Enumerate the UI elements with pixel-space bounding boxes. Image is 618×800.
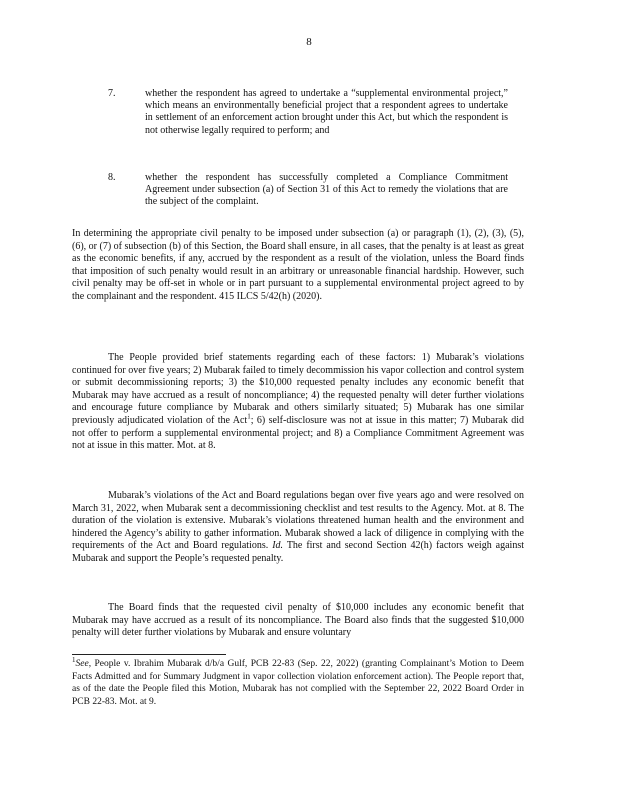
footnote-reference[interactable]: 1 [247,412,251,421]
list-item-text: whether the respondent has successfully completed a Compliance Commitment Agreement under subsection (a) of Section 31 of this Act to remedy the violations that are the subject of the complaint. [145,172,508,208]
id-citation: Id. [272,540,284,552]
list-item-number: 8. [108,172,116,183]
factors-paragraph [72,352,524,453]
list-item-8 [108,172,508,209]
list-item-text: whether the respondent has agreed to undertake a “supplemental environmental project,” which means an environmentally beneficial project that a respondent agrees to undertake in settlement of an enforcement action brought under this Act, but which the respondent is not otherwise legally required to perform; and [145,88,508,136]
footnote-divider [72,654,226,655]
list-item-7 [108,88,508,137]
list-item-number: 7. [108,88,116,99]
statute-paragraph: In determining the appropriate civil penalty to be imposed under subsection (a) or paragraph (1), (2), (3), (5), (6), or (7) of subsection (b) of this Section, the Board shall ensure, in all cases, that the penalty is at least as great as the economic benefits, if any, accrued by the respondent as a result of the violation, unless the Board finds that imposition of such penalty would result in an arbitrary or unreasonable financial hardship. However, such civil penalty may be off-set in whole or in part pursuant to a supplemental environmental project agreed to by the complainant and the respondent. 415 ILCS 5/42(h) (2020). [72,228,524,302]
factors-text-continued: ; 6) self-disclosure was not at issue in this matter; 7) Mubarak did not offer to perform a supplemental environmental project; and 8) a Compliance Commitment Agreement was not at issue in this matter. Mot. at 8. [72,414,524,452]
violations-text-continued: The first and second Section 42(h) factors weigh against Mubarak and support the People’s requested penalty. [72,540,524,564]
footnote-see-signal: See [75,659,89,669]
violations-paragraph [72,490,524,566]
footnote [72,655,524,708]
page-number: 8 [306,36,312,48]
factors-text: The People provided brief statements regarding each of these factors: 1) Mubarak’s violations continued for over five years; 2) Mubarak failed to timely decommission his vapor collection and control system or submit decommissioning reports; 3) the $10,000 requested penalty includes any economic benefit that Mubarak may have accrued as a result of noncompliance; 4) the requested penalty will deter further violations and encourage future compliance by Mubarak and others similarly situated; 5) Mubarak has one similar previously adjudicated violation of the Act [72,352,524,426]
footnote-mark: 1 [72,655,76,664]
findings-paragraph: The Board finds that the requested civil penalty of $10,000 includes any economic benefit that Mubarak may have accrued as a result of its noncompliance. The Board also finds that the suggested $10,000 penalty will deter further violations by Mubarak and ensure voluntary [72,602,524,639]
footnote-text: , People v. Ibrahim Mubarak d/b/a Gulf, PCB 22-83 (Sep. 22, 2022) (granting Complainant’s Motion to Deem Facts Admitted and for Summary Judgment in vapor collection violation enforcement action). The People report that, as of the date the People filed this Motion, Mubarak has not complied with the September 22, 2022 Board Order in PCB 22-83. Mot. at 9. [72,659,524,707]
violations-text: Mubarak’s violations of the Act and Board regulations began over five years ago and were resolved on March 31, 2022, when Mubarak sent a decommissioning checklist and test results to the Agency. Mot. at 8. The duration of the violation is extensive. Mubarak’s violations threatened human health and the environment and hindered the Agency’s ability to gather information. Mubarak showed a lack of diligence in complying with the requirements of the Act and Board regulations. [72,490,524,552]
